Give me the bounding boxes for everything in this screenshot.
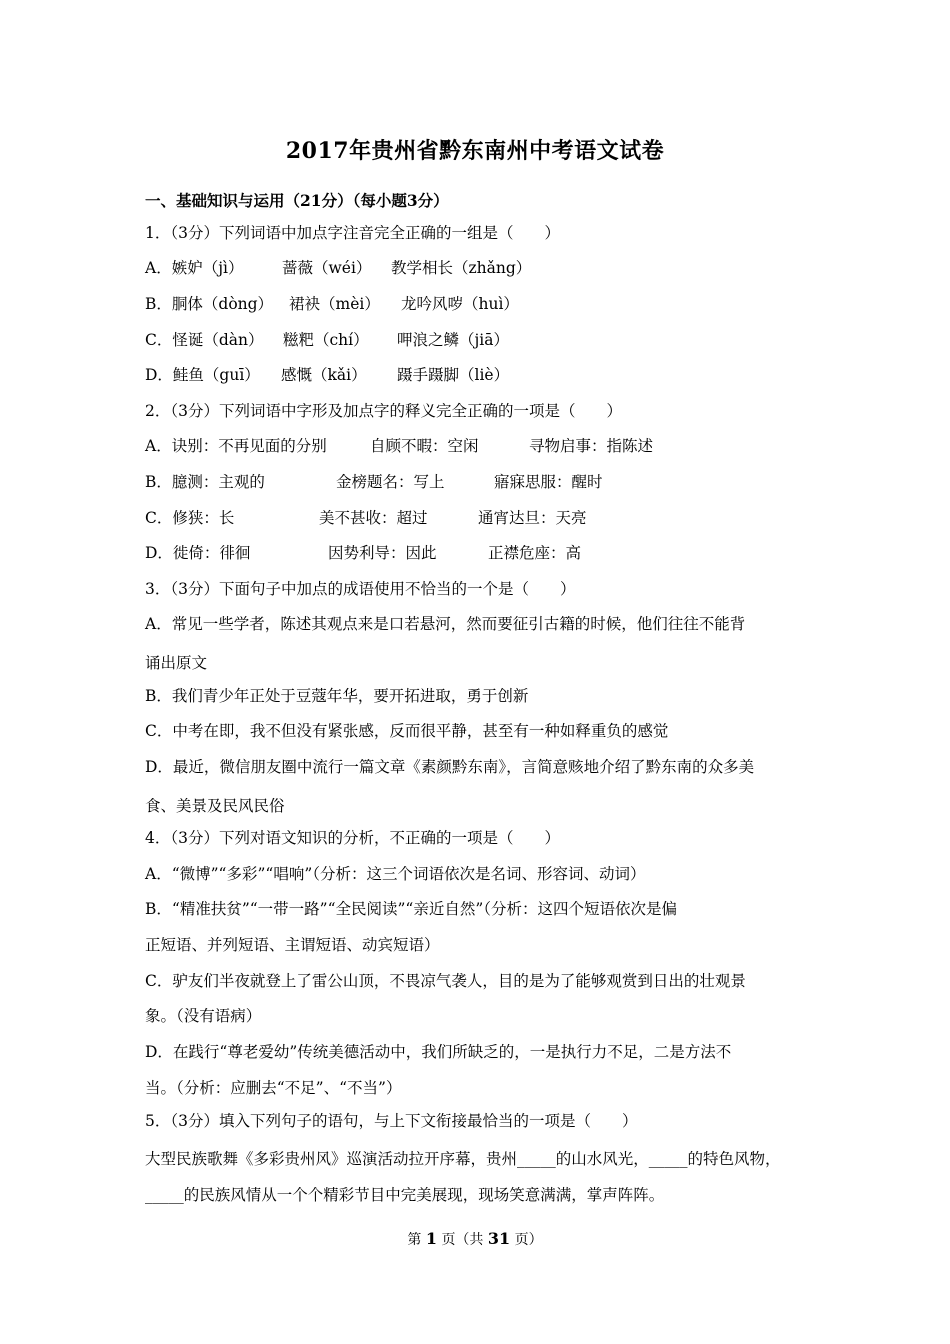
question-1-option-b <box>145 294 825 314</box>
question-2-option-a <box>145 436 825 456</box>
option-item: 感慨（kǎi） <box>281 366 367 384</box>
option-item: 正襟危座：高 <box>488 544 582 562</box>
option-item: 糍粑（chí） <box>283 331 369 349</box>
question-4-option-b: B．“精准扶贫”“一带一路”“全民阅读”“亲近自然”（分析：这四个短语依次是偏 <box>145 900 678 918</box>
option-item: C．修狭：长 <box>145 509 235 527</box>
question-3-option-b: B．我们青少年正处于豆蔻年华，要开拓进取，勇于创新 <box>145 687 529 705</box>
footer-middle: 页（共 <box>441 1232 484 1248</box>
option-item: 因势利导：因此 <box>328 544 437 562</box>
page-footer <box>0 1229 950 1249</box>
footer-suffix: 页） <box>514 1232 543 1248</box>
question-1-stem: 1．（3分）下列词语中加点字注音完全正确的一组是（ ） <box>145 224 560 242</box>
option-item: D．徙倚：徘徊 <box>145 544 251 562</box>
question-4-option-c-cont: 象。（没有语病） <box>145 1007 262 1025</box>
option-item: 美不甚收：超过 <box>319 509 428 527</box>
option-item: 金榜题名：写上 <box>336 473 445 491</box>
question-3-option-a-cont: 诵出原文 <box>145 654 208 672</box>
page-number: 1 <box>425 1229 437 1248</box>
option-item: 龙吟风哕（huì） <box>401 295 519 313</box>
option-item: 裙袂（mèi） <box>289 295 380 313</box>
question-4-stem: 4．（3分）下列对语文知识的分析，不正确的一项是（ ） <box>145 829 560 847</box>
question-2-stem: 2．（3分）下列词语中字形及加点字的释义完全正确的一项是（ ） <box>145 402 622 420</box>
question-2-option-c <box>145 508 825 528</box>
option-item: 寤寐思服：醒时 <box>494 473 603 491</box>
question-1-option-d <box>145 365 825 385</box>
question-3-option-d-cont: 食、美景及民风民俗 <box>145 797 285 815</box>
option-item: B．胴体（dòng） <box>145 295 274 313</box>
question-3-stem: 3．（3分）下面句子中加点的成语使用不恰当的一个是（ ） <box>145 580 576 598</box>
question-4-option-d-cont: 当。（分析：应删去“不足”、“不当”） <box>145 1079 402 1097</box>
question-1-option-a <box>145 258 825 278</box>
page-title: 2017年贵州省黔东南州中考语文试卷 <box>285 138 665 164</box>
option-item: 呷浪之鳞（jiā） <box>397 331 510 349</box>
question-5-passage: 大型民族歌舞《多彩贵州风》巡演活动拉开序幕，贵州_____的山水风光，_____的特色风物， <box>145 1150 781 1168</box>
option-item: A．嫉妒（jì） <box>145 259 244 277</box>
question-4-option-d: D．在践行“尊老爱幼”传统美德活动中，我们所缺乏的，一是执行力不足，二是方法不 <box>145 1043 732 1061</box>
option-item: 教学相长（zhǎng） <box>391 259 532 277</box>
question-3-option-d: D．最近，微信朋友圈中流行一篇文章《素颜黔东南》，言简意赅地介绍了黔东南的众多美 <box>145 758 755 776</box>
question-4-option-c: C．驴友们半夜就登上了雷公山顶，不畏凉气袭人，目的是为了能够观赏到日出的壮观景 <box>145 972 746 990</box>
option-item: 蔷薇（wéi） <box>282 259 372 277</box>
footer-prefix: 第 <box>407 1232 422 1248</box>
question-3-option-c: C．中考在即，我不但没有紧张感，反而很平静，甚至有一种如释重负的感觉 <box>145 722 669 740</box>
option-item: C．怪诞（dàn） <box>145 331 264 349</box>
question-3-option-a: A．常见一些学者，陈述其观点来是口若悬河，然而要征引古籍的时候，他们往往不能背 <box>145 615 746 633</box>
question-1-option-c <box>145 330 825 350</box>
question-5-stem: 5．（3分）填入下列句子的语句，与上下文衔接最恰当的一项是（ ） <box>145 1112 638 1130</box>
question-5-passage-cont: _____的民族风情从一个个精彩节目中完美展现，现场笑意满满，掌声阵阵。 <box>145 1186 665 1204</box>
total-pages: 31 <box>487 1229 511 1248</box>
question-4-option-b-cont: 正短语、并列短语、主谓短语、动宾短语） <box>145 936 440 954</box>
option-item: 蹑手蹑脚（liè） <box>397 366 510 384</box>
option-item: 寻物启事：指陈述 <box>529 437 654 455</box>
section-heading: 一、基础知识与运用（21分）（每小题3分） <box>145 191 449 210</box>
option-item: D．鲑鱼（guī） <box>145 366 260 384</box>
option-item: A．诀别：不再见面的分别 <box>145 437 327 455</box>
option-item: 通宵达旦：天亮 <box>478 509 587 527</box>
question-2-option-b <box>145 472 825 492</box>
option-item: B．臆测：主观的 <box>145 473 265 491</box>
question-4-option-a: A．“微博”“多彩”“唱响”（分析：这三个词语依次是名词、形容词、动词） <box>145 865 646 883</box>
option-item: 自顾不暇：空闲 <box>370 437 479 455</box>
question-2-option-d <box>145 543 825 563</box>
